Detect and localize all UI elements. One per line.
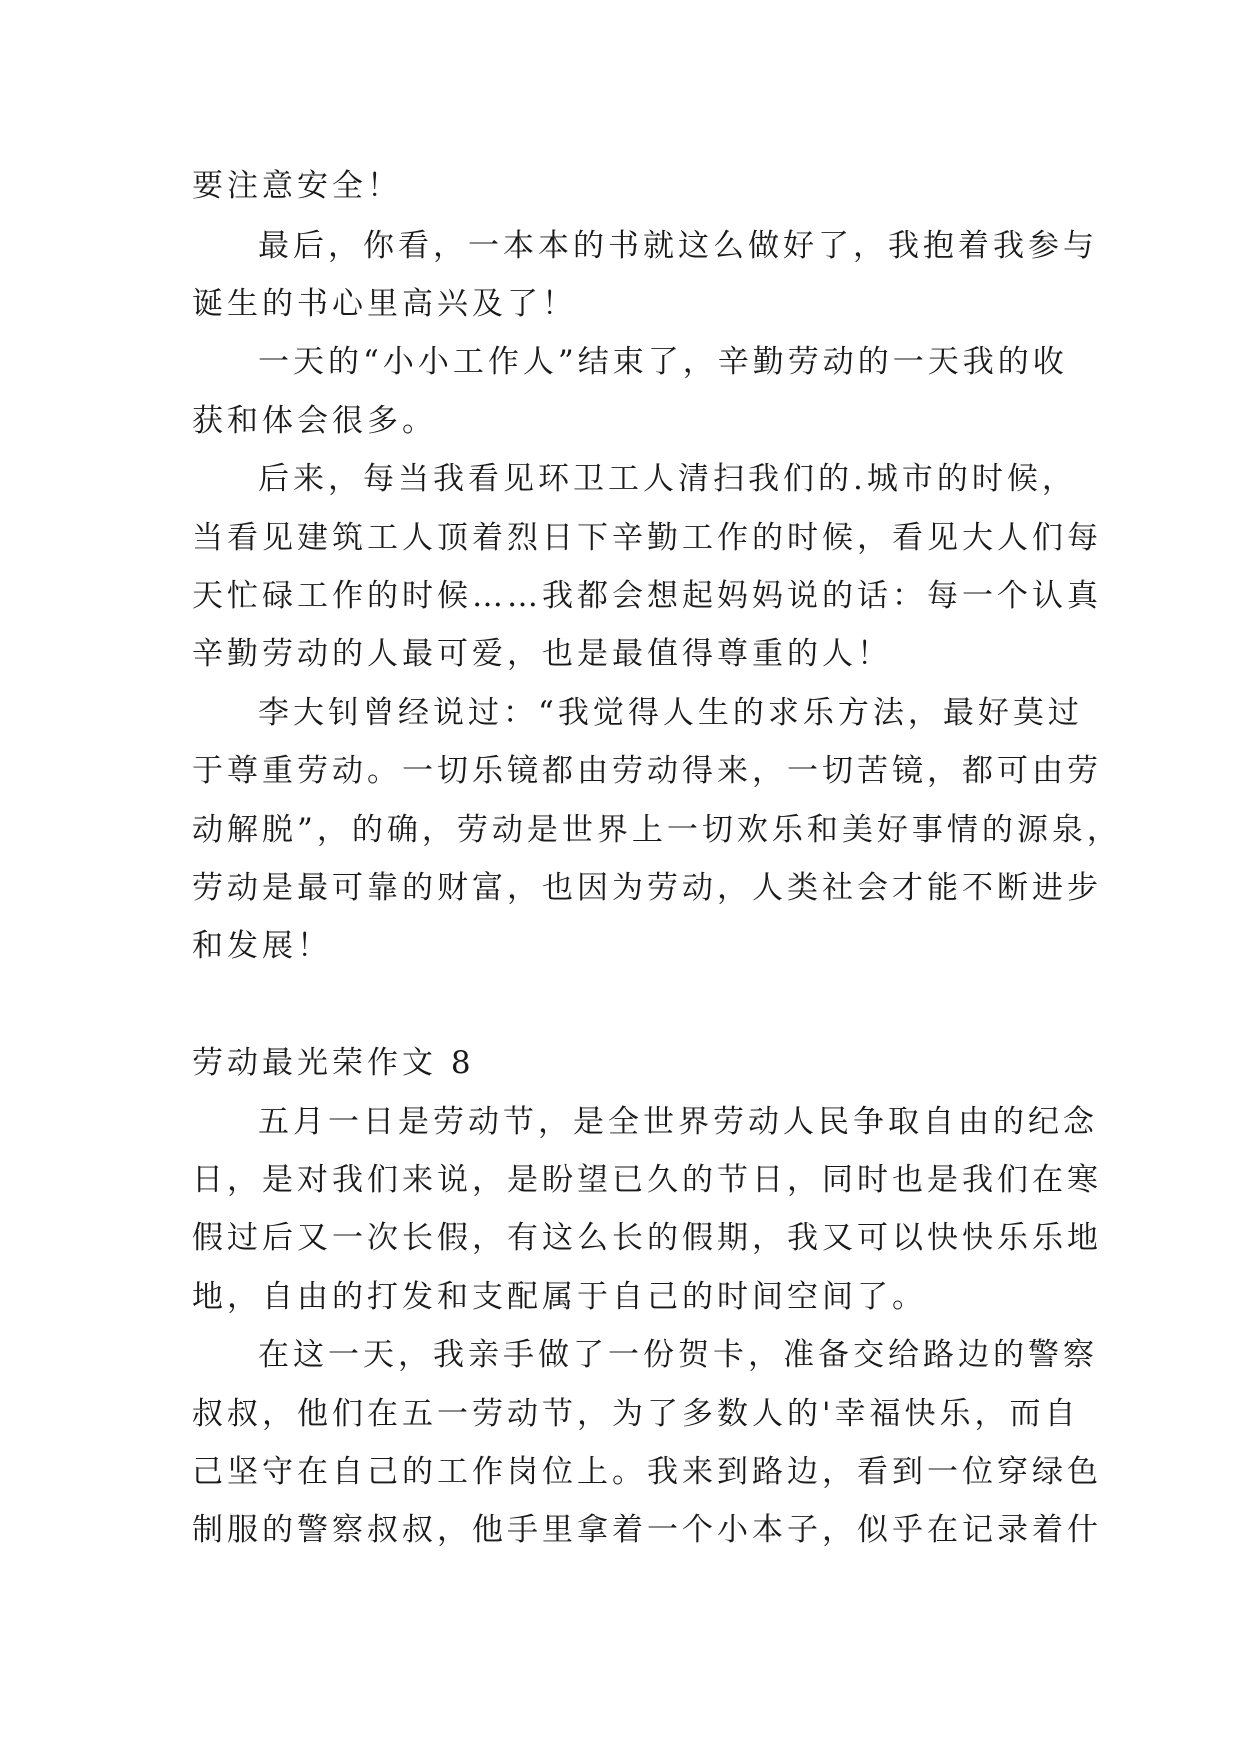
text-line: 辛勤劳动的人最可爱，也是最值得尊重的人！ — [192, 636, 892, 672]
text-line: 制服的警察叔叔，他手里拿着一个小本子，似乎在记录着什 — [192, 1512, 1102, 1548]
paragraph-first-line: 五月一日是劳动节，是全世界劳动人民争取自由的纪念 — [258, 1104, 1098, 1140]
text-line: 假过后又一次长假，有这么长的假期，我又可以快快乐乐地 — [192, 1220, 1102, 1256]
text-line: 当看见建筑工人顶着烈日下辛勤工作的时候，看见大人们每 — [192, 520, 1102, 556]
text-line: 地，自由的打发和支配属于自己的时间空间了。 — [192, 1279, 927, 1315]
text-line: 要注意安全！ — [192, 168, 402, 204]
text-line: 叔叔，他们在五一劳动节，为了多数人的'幸福快乐，而自 — [192, 1396, 1080, 1432]
paragraph-first-line: 最后，你看，一本本的书就这么做好了，我抱着我参与 — [258, 228, 1098, 264]
text-line: 获和体会很多。 — [192, 403, 437, 439]
text-line: 于尊重劳动。一切乐镜都由劳动得来，一切苦镜，都可由劳 — [192, 753, 1102, 789]
paragraph-first-line: 李大钊曾经说过：“我觉得人生的求乐方法，最好莫过 — [258, 695, 1083, 731]
text-line: 诞生的书心里高兴及了！ — [192, 286, 577, 322]
text-line: 己坚守在自己的工作岗位上。我来到路边，看到一位穿绿色 — [192, 1454, 1102, 1490]
text-line: 劳动是最可靠的财富，也因为劳动，人类社会才能不断进步 — [192, 870, 1102, 906]
section-heading: 劳动最光荣作文 8 — [192, 1045, 475, 1081]
text-line: 和发展！ — [192, 928, 332, 964]
paragraph-first-line: 一天的“小小工作人”结束了，辛勤劳动的一天我的收 — [258, 344, 1068, 380]
text-line: 天忙碌工作的时候……我都会想起妈妈说的话：每一个认真 — [192, 578, 1102, 614]
paragraph-first-line: 在这一天，我亲手做了一份贺卡，准备交给路边的警察 — [258, 1337, 1098, 1373]
text-line: 动解脱”，的确，劳动是世界上一切欢乐和美好事情的源泉， — [192, 812, 1122, 848]
text-line: 日，是对我们来说，是盼望已久的节日，同时也是我们在寒 — [192, 1162, 1102, 1198]
paragraph-first-line: 后来，每当我看见环卫工人清扫我们的.城市的时候， — [258, 461, 1077, 497]
